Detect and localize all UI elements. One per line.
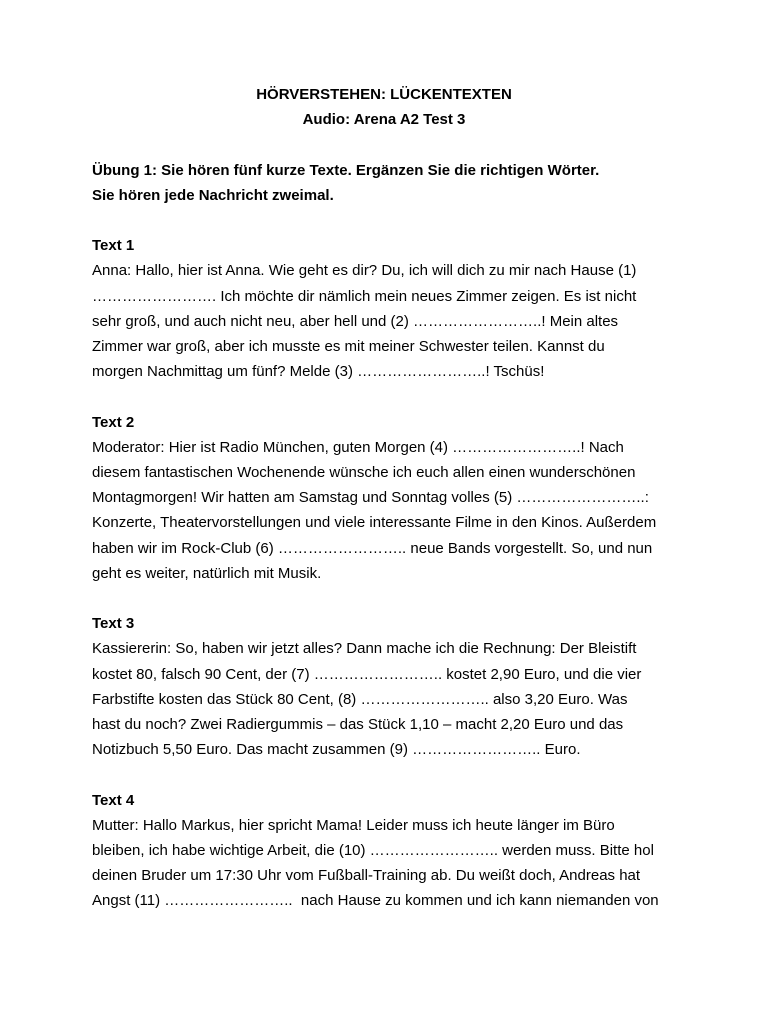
text-4-section <box>92 788 692 914</box>
text-heading: Text 4 <box>92 791 135 809</box>
text-heading: Text 3 <box>92 615 135 633</box>
text-line: Angst (11) …………………….. nach Hause zu kommen und ich kann niemanden von <box>92 892 659 910</box>
text-1-section <box>92 233 692 384</box>
spacer <box>92 586 692 611</box>
document-page <box>92 82 692 914</box>
text-line: ……………………. Ich möchte dir nämlich mein neues Zimmer zeigen. Es ist nicht <box>92 287 637 305</box>
text-line: Anna: Hallo, hier ist Anna. Wie geht es dir? Du, ich will dich zu mir nach Hause (1) <box>92 262 637 280</box>
text-heading: Text 1 <box>92 237 135 255</box>
text-line: deinen Bruder um 17:30 Uhr vom Fußball-Training ab. Du weißt doch, Andreas hat <box>92 867 641 885</box>
spacer <box>92 208 692 233</box>
text-line: Farbstifte kosten das Stück 80 Cent, (8) …………………….. also 3,20 Euro. Was <box>92 690 628 708</box>
text-line: Mutter: Hallo Markus, hier spricht Mama! Leider muss ich heute länger im Büro <box>92 816 615 834</box>
spacer <box>92 762 692 787</box>
text-line: sehr groß, und auch nicht neu, aber hell und (2) ……………………..! Mein altes <box>92 312 619 330</box>
text-line: bleiben, ich habe wichtige Arbeit, die (10) …………………….. werden muss. Bitte hol <box>92 842 654 860</box>
text-line: kostet 80, falsch 90 Cent, der (7) …………………….. kostet 2,90 Euro, und die vier <box>92 665 642 683</box>
instruction-line-2: Sie hören jede Nachricht zweimal. <box>92 186 334 204</box>
text-2-section <box>92 410 692 586</box>
text-line: geht es weiter, natürlich mit Musik. <box>92 564 322 582</box>
document-subtitle: Audio: Arena A2 Test 3 <box>302 111 466 129</box>
text-line: Moderator: Hier ist Radio München, guten Morgen (4) ……………………..! Nach <box>92 438 624 456</box>
text-line: Kassiererin: So, haben wir jetzt alles? Dann mache ich die Rechnung: Der Bleistift <box>92 640 637 658</box>
text-line: Konzerte, Theatervorstellungen und viele interessante Filme in den Kinos. Außerdem <box>92 514 657 532</box>
text-line: haben wir im Rock-Club (6) …………………….. neue Bands vorgestellt. So, und nun <box>92 539 653 557</box>
spacer <box>92 132 692 157</box>
text-line: hast du noch? Zwei Radiergummis – das Stück 1,10 – macht 2,20 Euro und das <box>92 716 624 734</box>
text-line: morgen Nachmittag um fünf? Melde (3) ……………………..! Tschüs! <box>92 363 545 381</box>
text-heading: Text 2 <box>92 413 135 431</box>
spacer <box>92 384 692 409</box>
text-line: diesem fantastischen Wochenende wünsche ich euch allen einen wunderschönen <box>92 464 636 481</box>
text-line: Montagmorgen! Wir hatten am Samstag und Sonntag volles (5) ……………………..: <box>92 489 649 507</box>
document-title: HÖRVERSTEHEN: LÜCKENTEXTEN <box>256 86 512 103</box>
text-3-section <box>92 611 692 762</box>
instruction-line-1: Übung 1: Sie hören fünf kurze Texte. Ergänzen Sie die richtigen Wörter. <box>92 161 600 179</box>
text-line: Notizbuch 5,50 Euro. Das macht zusammen (9) …………………….. Euro. <box>92 741 581 759</box>
text-line: Zimmer war groß, aber ich musste es mit meiner Schwester teilen. Kannst du <box>92 338 605 355</box>
